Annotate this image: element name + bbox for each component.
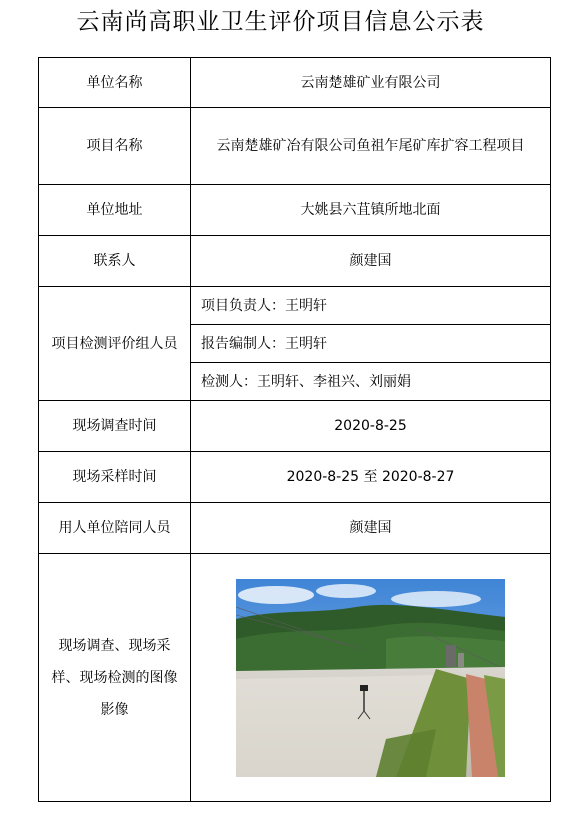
info-table <box>38 57 551 802</box>
photo-label: 现场调查、现场采样、现场检测的图像影像 <box>39 554 191 802</box>
row-photo <box>39 554 551 802</box>
photo-cell <box>191 554 551 802</box>
project-name-value: 云南楚雄矿冶有限公司鱼祖乍尾矿库扩容工程项目 <box>191 108 551 185</box>
unit-address-label: 单位地址 <box>39 185 191 236</box>
unit-name-label: 单位名称 <box>39 58 191 108</box>
project-name-label: 项目名称 <box>39 108 191 185</box>
unit-address-value: 大姚县六苴镇所地北面 <box>191 185 551 236</box>
sampling-time-label: 现场采样时间 <box>39 452 191 503</box>
contact-label: 联系人 <box>39 236 191 287</box>
row-unit-name <box>39 58 551 108</box>
row-unit-address <box>39 185 551 236</box>
escort-label: 用人单位陪同人员 <box>39 503 191 554</box>
escort-value: 颜建国 <box>191 503 551 554</box>
team-member: 报告编制人：王明轩 <box>191 325 551 363</box>
page-title: 云南尚高职业卫生评价项目信息公示表 <box>76 9 485 35</box>
row-survey-time <box>39 401 551 452</box>
row-sampling-time <box>39 452 551 503</box>
sampling-time-value: 2020-8-25 至 2020-8-27 <box>191 452 551 503</box>
survey-time-value: 2020-8-25 <box>191 401 551 452</box>
team-member: 项目负责人：王明轩 <box>191 287 551 325</box>
team-member: 检测人：王明轩、李祖兴、刘丽娟 <box>191 363 551 401</box>
site-photo <box>236 579 505 777</box>
team-label: 项目检测评价组人员 <box>39 287 191 401</box>
unit-name-value: 云南楚雄矿业有限公司 <box>191 58 551 108</box>
row-contact <box>39 236 551 287</box>
row-team <box>39 287 551 325</box>
row-escort <box>39 503 551 554</box>
site-photo-image <box>236 579 505 777</box>
survey-time-label: 现场调查时间 <box>39 401 191 452</box>
row-project-name <box>39 108 551 185</box>
contact-value: 颜建国 <box>191 236 551 287</box>
